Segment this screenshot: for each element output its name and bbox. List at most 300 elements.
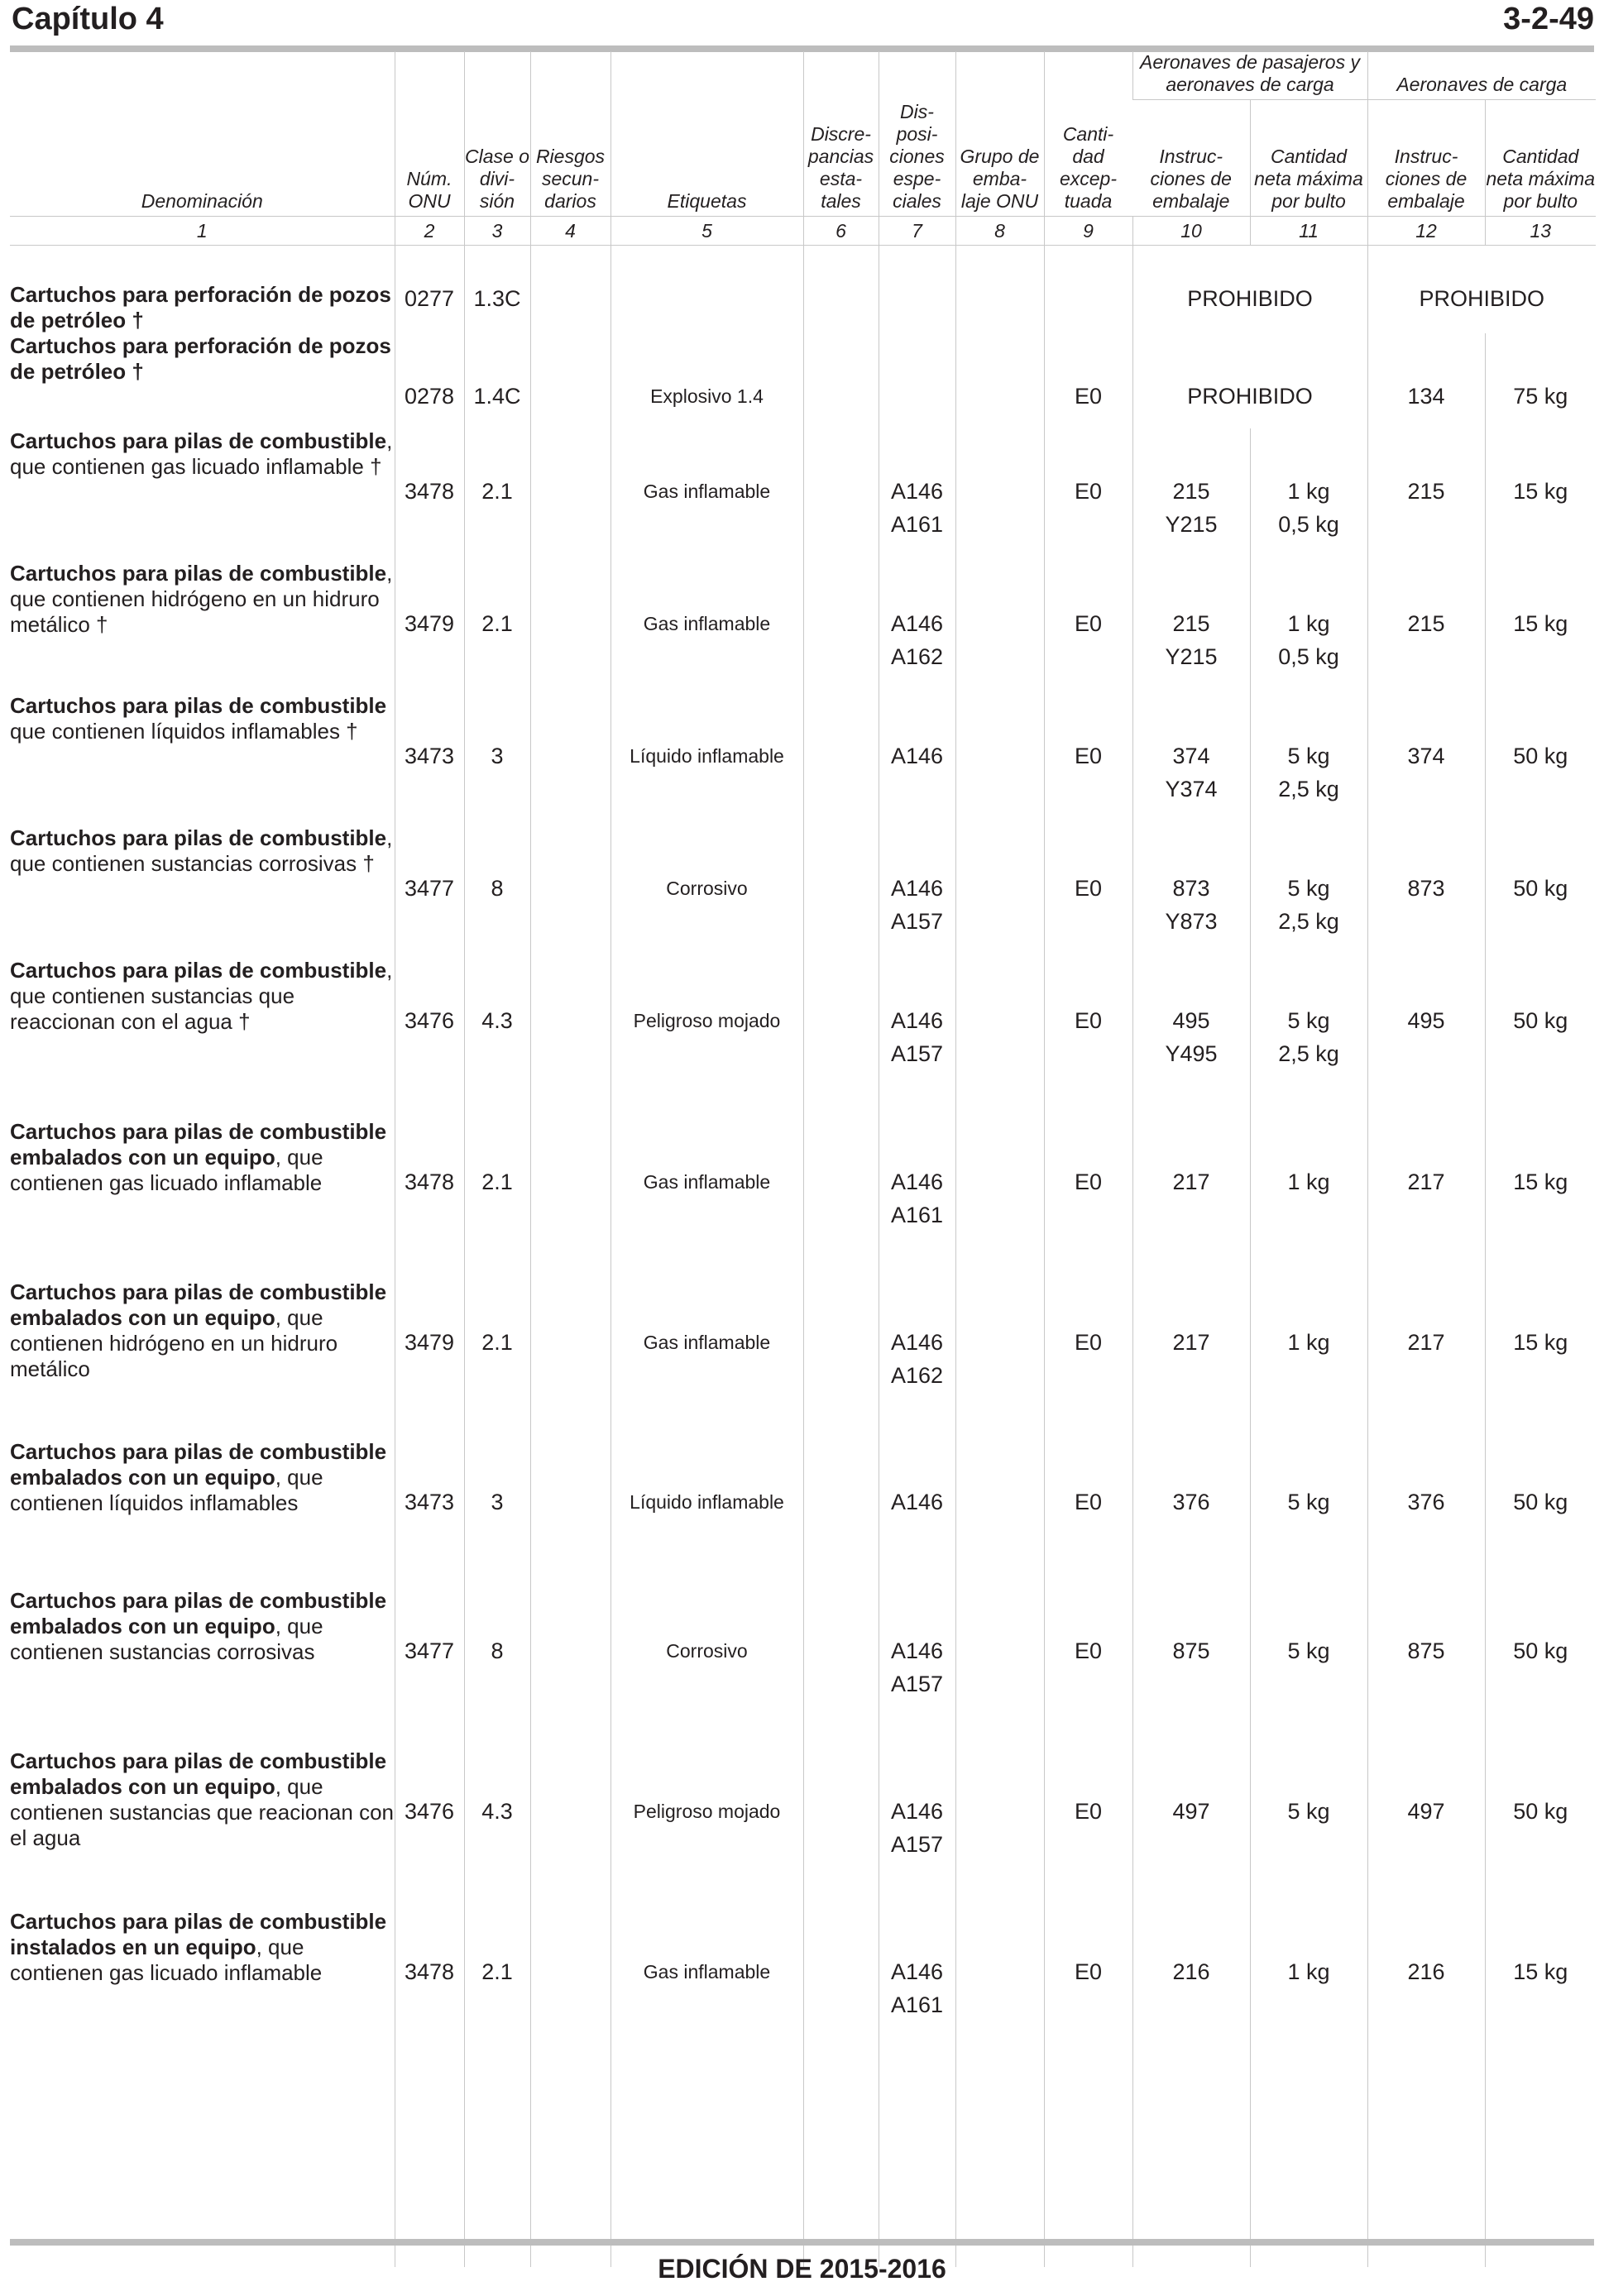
cell-etiqueta xyxy=(610,246,803,334)
prohibido-text: PROHIBIDO xyxy=(1187,384,1313,409)
disposicion-code: A146 xyxy=(890,479,944,504)
disposiciones-list xyxy=(879,1955,955,2021)
cell-cargo-instrucciones xyxy=(1367,1280,1485,1439)
cell-etiqueta-value: Peligroso mojado xyxy=(633,1801,781,1822)
cell-riesgos xyxy=(530,428,610,561)
cell-clase-value: 1.3C xyxy=(473,286,521,311)
cell-cargo-instrucciones xyxy=(1367,1439,1485,1588)
disposicion-code: A161 xyxy=(890,1203,944,1227)
col-etiquetas: Etiquetas xyxy=(610,51,803,217)
cell-clase xyxy=(464,825,530,958)
entry-name-bold: Cartuchos para pilas de combustible xyxy=(10,561,387,586)
entry-name-bold: Cartuchos para perforación de pozos de petróleo † xyxy=(10,282,391,332)
entry-name-bold: Cartuchos para pilas de combustible embalados con un equipo xyxy=(10,1119,387,1170)
cell-pax-cantidad xyxy=(1250,958,1367,1119)
cell-cantidad-exceptuada xyxy=(1044,693,1132,825)
cell-cargo-cantidad-value: 50 kg xyxy=(1513,876,1568,901)
dangerous-goods-table xyxy=(10,51,1596,2267)
pax-cantidad-list xyxy=(1251,1634,1367,1667)
cell-cantidad-exceptuada-value: E0 xyxy=(1074,744,1103,768)
cell-pax-instrucciones xyxy=(1132,1588,1250,1748)
table-row xyxy=(10,1909,1596,2267)
cell-etiqueta-value: Gas inflamable xyxy=(643,1332,771,1353)
pax-instruccion: 215 xyxy=(1172,611,1210,636)
cell-onu xyxy=(395,333,464,428)
col-riesgos: Riesgos secun- darios xyxy=(530,51,610,217)
entry-name-bold: Cartuchos para pilas de combustible embalados con un equipo xyxy=(10,1588,387,1638)
cell-cargo-cantidad xyxy=(1485,825,1596,958)
col-cargo-cantidad: Cantidad neta máxima por bulto xyxy=(1485,100,1596,217)
cell-riesgos xyxy=(530,1439,610,1588)
disposicion-code: A161 xyxy=(890,512,944,537)
cell-onu xyxy=(395,1439,464,1588)
cell-onu xyxy=(395,1119,464,1280)
pax-cantidad: 2,5 kg xyxy=(1278,777,1339,801)
pax-instrucciones-list xyxy=(1133,872,1250,938)
cell-cargo-cantidad-value: 15 kg xyxy=(1513,479,1568,504)
cell-clase xyxy=(464,561,530,693)
cell-pax-instrucciones xyxy=(1132,428,1250,561)
cell-cantidad-exceptuada-value: E0 xyxy=(1074,1170,1103,1194)
cell-clase-value: 3 xyxy=(491,1490,504,1514)
cell-pax-prohibido xyxy=(1132,333,1367,428)
table-row xyxy=(10,958,1596,1119)
pax-cantidad: 1 kg xyxy=(1287,1959,1330,1984)
pax-instrucciones-list xyxy=(1133,1634,1250,1667)
pax-instruccion: 495 xyxy=(1172,1008,1210,1033)
cell-denominacion xyxy=(10,1588,395,1748)
col-number: 3 xyxy=(464,217,530,246)
cell-disposiciones xyxy=(879,1909,955,2267)
col-discrepancias: Discre- pancias esta- tales xyxy=(803,51,879,217)
cell-grupo xyxy=(955,693,1044,825)
cell-pax-instrucciones xyxy=(1132,958,1250,1119)
pax-cantidad: 0,5 kg xyxy=(1278,644,1339,669)
cell-onu-value: 3477 xyxy=(404,1638,455,1663)
pax-cantidad-list xyxy=(1251,1955,1367,1988)
cell-cargo-instrucciones-value: 497 xyxy=(1407,1799,1445,1824)
cell-pax-cantidad xyxy=(1250,428,1367,561)
table-row xyxy=(10,1439,1596,1588)
cell-etiqueta-value: Corrosivo xyxy=(666,1640,748,1662)
cell-onu xyxy=(395,1748,464,1909)
col-number: 10 xyxy=(1132,217,1250,246)
cell-denominacion xyxy=(10,958,395,1119)
cell-discrepancias xyxy=(803,561,879,693)
table-row xyxy=(10,1280,1596,1439)
table-row xyxy=(10,693,1596,825)
edition-footer: EDICIÓN DE 2015-2016 xyxy=(658,2254,946,2284)
cell-disposiciones xyxy=(879,333,955,428)
entry-name-bold: Cartuchos para pilas de combustible xyxy=(10,428,387,453)
cell-pax-instrucciones xyxy=(1132,561,1250,693)
col-clase: Clase o divi- sión xyxy=(464,51,530,217)
pax-instrucciones-list xyxy=(1133,1485,1250,1519)
cell-etiqueta xyxy=(610,1748,803,1909)
cell-cargo-instrucciones-value: 215 xyxy=(1407,611,1445,636)
cell-cargo-instrucciones-value: 873 xyxy=(1407,876,1445,901)
cell-discrepancias xyxy=(803,1909,879,2267)
cell-clase xyxy=(464,333,530,428)
cell-etiqueta-value: Gas inflamable xyxy=(643,481,771,502)
cell-pax-instrucciones xyxy=(1132,1280,1250,1439)
pax-cantidad-list xyxy=(1251,1004,1367,1070)
cell-cargo-instrucciones xyxy=(1367,1909,1485,2267)
cell-onu-value: 3476 xyxy=(404,1008,455,1033)
col-number: 8 xyxy=(955,217,1044,246)
cell-denominacion xyxy=(10,1748,395,1909)
cell-disposiciones xyxy=(879,246,955,334)
cell-grupo xyxy=(955,825,1044,958)
cell-riesgos xyxy=(530,1280,610,1439)
cell-etiqueta-value: Gas inflamable xyxy=(643,1961,771,1983)
entry-name-rest: , que contienen sustancias que reaccionan con el agua † xyxy=(10,958,393,1034)
cell-clase xyxy=(464,1439,530,1588)
cell-clase-value: 2.1 xyxy=(481,1959,513,1984)
cell-riesgos xyxy=(530,1119,610,1280)
table-row xyxy=(10,825,1596,958)
pax-cantidad: 1 kg xyxy=(1287,611,1330,636)
pax-instrucciones-list xyxy=(1133,739,1250,806)
col-onu: Núm. ONU xyxy=(395,51,464,217)
cell-denominacion xyxy=(10,693,395,825)
cell-discrepancias xyxy=(803,1439,879,1588)
cell-clase xyxy=(464,246,530,334)
pax-instrucciones-list xyxy=(1133,1326,1250,1359)
cell-cargo-cantidad xyxy=(1485,1280,1596,1439)
cell-pax-instrucciones xyxy=(1132,693,1250,825)
cell-clase xyxy=(464,1748,530,1909)
cell-clase-value: 4.3 xyxy=(481,1008,513,1033)
group-cargo: Aeronaves de carga xyxy=(1367,51,1596,100)
cell-grupo xyxy=(955,1119,1044,1280)
cell-pax-cantidad xyxy=(1250,1280,1367,1439)
cell-pax-cantidad xyxy=(1250,561,1367,693)
cell-cargo-instrucciones-value: 134 xyxy=(1407,384,1445,409)
cell-cantidad-exceptuada xyxy=(1044,1439,1132,1588)
col-number: 11 xyxy=(1250,217,1367,246)
cell-onu xyxy=(395,561,464,693)
cell-etiqueta xyxy=(610,428,803,561)
cell-cargo-cantidad-value: 50 kg xyxy=(1513,1490,1568,1514)
col-disposiciones: Dis- posi- ciones espe- ciales xyxy=(879,51,955,217)
cell-riesgos xyxy=(530,246,610,334)
pax-instruccion: Y495 xyxy=(1165,1041,1218,1066)
cell-etiqueta-value: Peligroso mojado xyxy=(633,1010,781,1031)
cell-grupo xyxy=(955,958,1044,1119)
cell-cargo-cantidad-value: 50 kg xyxy=(1513,1008,1568,1033)
cell-etiqueta xyxy=(610,825,803,958)
cell-denominacion xyxy=(10,1439,395,1588)
pax-instrucciones-list xyxy=(1133,607,1250,673)
cell-disposiciones xyxy=(879,958,955,1119)
cell-discrepancias xyxy=(803,693,879,825)
cell-pax-instrucciones xyxy=(1132,1439,1250,1588)
pax-cantidad: 1 kg xyxy=(1287,479,1330,504)
cell-discrepancias xyxy=(803,246,879,334)
cell-cargo-cantidad xyxy=(1485,693,1596,825)
cell-onu-value: 3477 xyxy=(404,876,455,901)
cell-cantidad-exceptuada xyxy=(1044,333,1132,428)
table-row xyxy=(10,333,1596,428)
cell-cantidad-exceptuada xyxy=(1044,825,1132,958)
pax-cantidad: 5 kg xyxy=(1287,1490,1330,1514)
cell-grupo xyxy=(955,246,1044,334)
cell-pax-instrucciones xyxy=(1132,1909,1250,2267)
column-numbers-row xyxy=(10,217,1596,246)
disposiciones-list xyxy=(879,1485,955,1519)
entry-name-rest: , que contienen gas licuado inflamable xyxy=(10,1935,323,1985)
cell-onu-value: 3479 xyxy=(404,611,455,636)
entry-name-rest: , que contienen sustancias que reacionan con el agua xyxy=(10,1774,394,1850)
cell-clase xyxy=(464,1588,530,1748)
cell-cantidad-exceptuada-value: E0 xyxy=(1074,1490,1103,1514)
cell-clase-value: 2.1 xyxy=(481,479,513,504)
disposicion-code: A146 xyxy=(890,1799,944,1824)
header-row-groups xyxy=(10,51,1596,100)
pax-instruccion: Y215 xyxy=(1165,644,1218,669)
cell-cantidad-exceptuada-value: E0 xyxy=(1074,611,1103,636)
cell-cargo-cantidad-value: 15 kg xyxy=(1513,611,1568,636)
cell-etiqueta-value: Explosivo 1.4 xyxy=(650,385,764,407)
cell-cantidad-exceptuada xyxy=(1044,428,1132,561)
disposicion-code: A157 xyxy=(890,1672,944,1696)
cell-cargo-instrucciones xyxy=(1367,1748,1485,1909)
table-row xyxy=(10,428,1596,561)
cell-cargo-prohibido xyxy=(1367,246,1596,334)
disposicion-code: A157 xyxy=(890,1832,944,1857)
cell-discrepancias xyxy=(803,333,879,428)
cell-grupo xyxy=(955,333,1044,428)
disposicion-code: A157 xyxy=(890,1041,944,1066)
disposiciones-list xyxy=(879,1165,955,1232)
cell-pax-cantidad xyxy=(1250,1588,1367,1748)
pax-instrucciones-list xyxy=(1133,475,1250,541)
cell-clase-value: 2.1 xyxy=(481,611,513,636)
cell-onu-value: 3476 xyxy=(404,1799,455,1824)
cell-pax-cantidad xyxy=(1250,1748,1367,1909)
cell-disposiciones xyxy=(879,693,955,825)
cell-etiqueta-value: Líquido inflamable xyxy=(630,745,784,767)
pax-cantidad: 0,5 kg xyxy=(1278,512,1339,537)
cell-denominacion xyxy=(10,333,395,428)
cell-clase-value: 8 xyxy=(491,876,504,901)
col-pax-instrucciones: Instruc- ciones de embalaje xyxy=(1150,146,1232,212)
table-row xyxy=(10,246,1596,334)
cell-clase xyxy=(464,1909,530,2267)
cell-cargo-instrucciones-value: 215 xyxy=(1407,479,1445,504)
cell-onu xyxy=(395,246,464,334)
cell-cantidad-exceptuada xyxy=(1044,561,1132,693)
col-number: 5 xyxy=(610,217,803,246)
disposicion-code: A146 xyxy=(890,611,944,636)
cell-cargo-cantidad-value: 50 kg xyxy=(1513,1638,1568,1663)
cell-clase xyxy=(464,958,530,1119)
cell-clase-value: 8 xyxy=(491,1638,504,1663)
entry-name-bold: Cartuchos para pilas de combustible instalados en un equipo xyxy=(10,1909,387,1959)
cell-onu-value: 0278 xyxy=(404,384,455,409)
pax-instruccion: 875 xyxy=(1172,1638,1210,1663)
disposicion-code: A161 xyxy=(890,1992,944,2017)
cell-cargo-instrucciones xyxy=(1367,1119,1485,1280)
cell-pax-cantidad xyxy=(1250,825,1367,958)
pax-instrucciones-list xyxy=(1133,1165,1250,1198)
cell-cargo-instrucciones xyxy=(1367,428,1485,561)
cell-grupo xyxy=(955,1439,1044,1588)
cell-etiqueta-value: Corrosivo xyxy=(666,878,748,899)
entry-name-rest: , que contienen hidrógeno en un hidruro metálico † xyxy=(10,561,393,637)
cell-onu-value: 3479 xyxy=(404,1330,455,1355)
cell-onu-value: 3473 xyxy=(404,1490,455,1514)
pax-cantidad: 1 kg xyxy=(1287,1170,1330,1194)
prohibido-text: PROHIBIDO xyxy=(1419,286,1545,311)
pax-instruccion: Y873 xyxy=(1165,909,1218,934)
table-row xyxy=(10,561,1596,693)
cell-grupo xyxy=(955,561,1044,693)
col-grupo: Grupo de emba- laje ONU xyxy=(955,51,1044,217)
cell-discrepancias xyxy=(803,1119,879,1280)
cell-cargo-cantidad xyxy=(1485,1119,1596,1280)
cell-onu xyxy=(395,428,464,561)
cell-grupo xyxy=(955,1588,1044,1748)
footer-rule xyxy=(10,2239,1594,2246)
cell-onu-value: 3478 xyxy=(404,1170,455,1194)
cell-clase-value: 2.1 xyxy=(481,1170,513,1194)
pax-cantidad: 5 kg xyxy=(1287,1799,1330,1824)
entry-name-rest: , que contienen sustancias corrosivas xyxy=(10,1614,323,1664)
pax-cantidad: 2,5 kg xyxy=(1278,909,1339,934)
disposiciones-list xyxy=(879,1795,955,1861)
disposicion-code: A146 xyxy=(890,1330,944,1355)
col-number: 12 xyxy=(1367,217,1485,246)
cell-etiqueta xyxy=(610,333,803,428)
cell-denominacion xyxy=(10,246,395,334)
cell-cargo-instrucciones-value: 495 xyxy=(1407,1008,1445,1033)
entry-name-bold: Cartuchos para pilas de combustible xyxy=(10,693,387,718)
disposicion-code: A146 xyxy=(890,1959,944,1984)
col-number: 7 xyxy=(879,217,955,246)
disposiciones-list xyxy=(879,872,955,938)
prohibido-text: PROHIBIDO xyxy=(1187,286,1313,311)
cell-onu xyxy=(395,1588,464,1748)
cell-cargo-instrucciones-value: 875 xyxy=(1407,1638,1445,1663)
cell-cargo-instrucciones-value: 376 xyxy=(1407,1490,1445,1514)
pax-cantidad: 5 kg xyxy=(1287,876,1330,901)
entry-name-rest: , que contienen líquidos inflamables xyxy=(10,1465,323,1515)
pax-cantidad-list xyxy=(1251,739,1367,806)
cell-denominacion xyxy=(10,428,395,561)
cell-cantidad-exceptuada-value: E0 xyxy=(1074,479,1103,504)
disposicion-code: A146 xyxy=(890,1008,944,1033)
entry-name-rest: , que contienen hidrógeno en un hidruro metálico xyxy=(10,1305,338,1381)
cell-cargo-cantidad-value: 15 kg xyxy=(1513,1959,1568,1984)
cell-cargo-cantidad xyxy=(1485,1588,1596,1748)
cell-disposiciones xyxy=(879,1439,955,1588)
cell-cargo-cantidad-value: 15 kg xyxy=(1513,1330,1568,1355)
cell-cantidad-exceptuada xyxy=(1044,246,1132,334)
entry-name-rest: que contienen líquidos inflamables † xyxy=(10,719,358,744)
cell-disposiciones xyxy=(879,1588,955,1748)
col-cantidad-exceptuada: Canti- dad excep- tuada xyxy=(1044,51,1132,217)
disposicion-code: A162 xyxy=(890,644,944,669)
cell-disposiciones xyxy=(879,825,955,958)
page-header xyxy=(10,2,1594,41)
cell-cargo-cantidad xyxy=(1485,1439,1596,1588)
cell-riesgos xyxy=(530,1588,610,1748)
disposicion-code: A146 xyxy=(890,1170,944,1194)
pax-instruccion: Y374 xyxy=(1165,777,1218,801)
cell-cantidad-exceptuada xyxy=(1044,1119,1132,1280)
cell-riesgos xyxy=(530,561,610,693)
cell-clase xyxy=(464,428,530,561)
pax-instruccion: 215 xyxy=(1172,479,1210,504)
pax-instruccion: 217 xyxy=(1172,1170,1210,1194)
cell-cantidad-exceptuada xyxy=(1044,1748,1132,1909)
col-number: 9 xyxy=(1044,217,1132,246)
cell-cantidad-exceptuada-value: E0 xyxy=(1074,876,1103,901)
pax-instrucciones-list xyxy=(1133,1795,1250,1828)
pax-cantidad-list xyxy=(1251,872,1367,938)
cell-grupo xyxy=(955,428,1044,561)
pax-cantidad-list xyxy=(1251,1485,1367,1519)
pax-cantidad-list xyxy=(1251,475,1367,541)
pax-cantidad-list xyxy=(1251,1326,1367,1359)
group-passenger-cargo: Aeronaves de pasajeros y aeronaves de carga xyxy=(1132,51,1367,100)
cell-clase xyxy=(464,1280,530,1439)
disposiciones-list xyxy=(879,1634,955,1700)
entry-name-bold: Cartuchos para pilas de combustible xyxy=(10,958,387,983)
cell-cantidad-exceptuada xyxy=(1044,958,1132,1119)
cell-cargo-cantidad-value: 50 kg xyxy=(1513,1799,1568,1824)
cell-pax-cantidad xyxy=(1250,1439,1367,1588)
col-cargo-instrucciones: Instruc- ciones de embalaje xyxy=(1367,100,1485,217)
cell-cantidad-exceptuada-value: E0 xyxy=(1074,1638,1103,1663)
pax-instruccion: Y215 xyxy=(1165,512,1218,537)
cell-cargo-cantidad xyxy=(1485,958,1596,1119)
cell-onu xyxy=(395,958,464,1119)
cell-onu xyxy=(395,1909,464,2267)
cell-cargo-instrucciones-value: 374 xyxy=(1407,744,1445,768)
cell-pax-instrucciones xyxy=(1132,825,1250,958)
cell-discrepancias xyxy=(803,825,879,958)
disposiciones-list xyxy=(879,1004,955,1070)
cell-onu xyxy=(395,825,464,958)
cell-cantidad-exceptuada xyxy=(1044,1280,1132,1439)
cell-pax-instrucciones xyxy=(1132,1119,1250,1280)
cell-etiqueta xyxy=(610,1909,803,2267)
cell-cargo-cantidad xyxy=(1485,1748,1596,1909)
cell-onu-value: 0277 xyxy=(404,286,455,311)
cell-cargo-cantidad xyxy=(1485,561,1596,693)
cell-etiqueta xyxy=(610,1119,803,1280)
cell-discrepancias xyxy=(803,958,879,1119)
pax-instruccion: 497 xyxy=(1172,1799,1210,1824)
chapter-title: Capítulo 4 xyxy=(12,2,164,36)
cell-cantidad-exceptuada xyxy=(1044,1909,1132,2267)
cell-etiqueta xyxy=(610,693,803,825)
cell-denominacion xyxy=(10,1909,395,2267)
pax-cantidad: 2,5 kg xyxy=(1278,1041,1339,1066)
entry-name-bold: Cartuchos para pilas de combustible embalados con un equipo xyxy=(10,1748,387,1799)
cell-clase-value: 1.4C xyxy=(473,384,521,409)
cell-riesgos xyxy=(530,958,610,1119)
cell-discrepancias xyxy=(803,1588,879,1748)
cell-disposiciones xyxy=(879,1280,955,1439)
pax-cantidad-list xyxy=(1251,607,1367,673)
cell-clase-value: 3 xyxy=(491,744,504,768)
disposicion-code: A146 xyxy=(890,1638,944,1663)
cell-cargo-cantidad xyxy=(1485,1909,1596,2267)
